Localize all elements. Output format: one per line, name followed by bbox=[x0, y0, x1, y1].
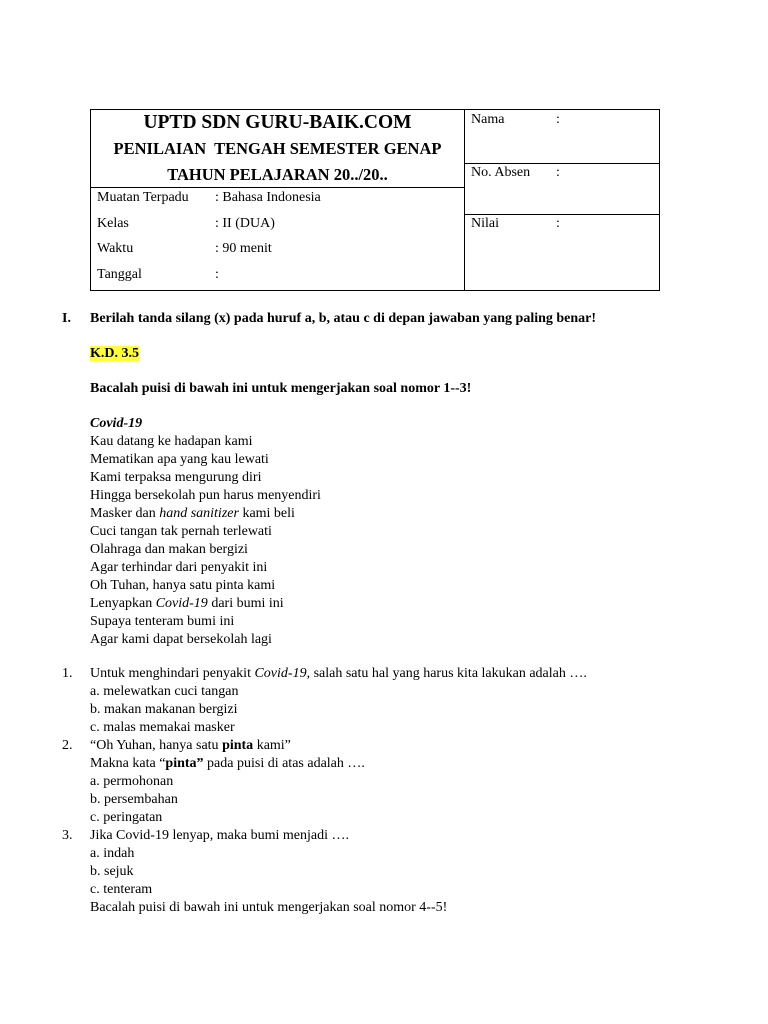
exam-title: PENILAIAN TENGAH SEMESTER GENAP bbox=[113, 139, 442, 158]
info-label: Waktu bbox=[97, 241, 134, 256]
poem-line: Kami terpaksa mengurung diri bbox=[90, 470, 262, 485]
table-divider bbox=[464, 163, 660, 164]
poem-title: Covid-19 bbox=[90, 416, 143, 431]
table-divider bbox=[464, 214, 660, 215]
next-read-instruction: Bacalah puisi di bawah ini untuk mengerjakan soal nomor 4--5! bbox=[90, 900, 448, 915]
question-text: Makna kata “ bbox=[90, 756, 166, 771]
answer-option: c. tenteram bbox=[90, 882, 153, 897]
table-divider bbox=[464, 110, 465, 290]
field-label: No. Absen bbox=[471, 165, 531, 180]
field-label: Nilai bbox=[471, 216, 499, 231]
info-value: : Bahasa Indonesia bbox=[215, 190, 321, 205]
poem-line: Mematikan apa yang kau lewati bbox=[90, 452, 269, 467]
poem-line: Olahraga dan makan bergizi bbox=[90, 542, 248, 557]
info-value: : 90 menit bbox=[215, 241, 272, 256]
school-name: UPTD SDN GURU-BAIK.COM bbox=[143, 112, 412, 133]
question-number: 2. bbox=[62, 738, 73, 753]
question-text: “Oh Yuhan, hanya satu bbox=[90, 738, 223, 753]
poem-line bbox=[90, 595, 284, 613]
answer-option: a. permohonan bbox=[90, 774, 174, 789]
kd-label-wrap bbox=[90, 345, 139, 363]
poem-line: Hingga bersekolah pun harus menyendiri bbox=[90, 488, 321, 503]
question-text: Untuk menghindari penyakit bbox=[90, 666, 255, 681]
answer-option: b. sejuk bbox=[90, 864, 134, 879]
academic-year: TAHUN PELAJARAN 20../20.. bbox=[167, 165, 388, 184]
poem-text: Masker dan bbox=[90, 506, 160, 521]
answer-option: a. indah bbox=[90, 846, 135, 861]
poem-line: Oh Tuhan, hanya satu pinta kami bbox=[90, 578, 276, 593]
poem-text: dari bumi ini bbox=[207, 596, 284, 611]
poem-line: Cuci tangan tak pernah terlewati bbox=[90, 524, 272, 539]
info-value: : II (DUA) bbox=[215, 216, 275, 231]
info-value: : bbox=[215, 267, 219, 282]
header-table bbox=[90, 109, 660, 291]
poem-italic: hand sanitizer bbox=[159, 506, 239, 521]
info-label: Kelas bbox=[97, 216, 129, 231]
poem-line: Supaya tenteram bumi ini bbox=[90, 614, 235, 629]
question-3-text: Jika Covid-19 lenyap, maka bumi menjadi …. bbox=[90, 828, 349, 843]
poem-line: Kau datang ke hadapan kami bbox=[90, 434, 253, 449]
poem-line: Agar terhindar dari penyakit ini bbox=[90, 560, 268, 575]
field-colon: : bbox=[556, 112, 560, 127]
question-bold: pinta bbox=[222, 738, 254, 753]
poem-text: Lenyapkan bbox=[90, 596, 156, 611]
poem-line: Agar kami dapat bersekolah lagi bbox=[90, 632, 272, 647]
question-2-quote bbox=[90, 737, 291, 755]
question-number: 1. bbox=[62, 666, 73, 681]
field-colon: : bbox=[556, 216, 560, 231]
table-divider bbox=[91, 187, 464, 188]
question-number: 3. bbox=[62, 828, 73, 843]
field-label: Nama bbox=[471, 112, 505, 127]
section-instruction: Berilah tanda silang (x) pada huruf a, b, atau c di depan jawaban yang paling benar! bbox=[90, 311, 597, 326]
answer-option: c. malas memakai masker bbox=[90, 720, 235, 735]
poem-line bbox=[90, 505, 295, 523]
kd-label: K.D. 3.5 bbox=[90, 346, 139, 361]
answer-option: a. melewatkan cuci tangan bbox=[90, 684, 239, 699]
question-text: kami” bbox=[253, 738, 291, 753]
question-italic: Covid-19 bbox=[254, 666, 307, 681]
question-1-text bbox=[90, 665, 587, 683]
poem-italic: Covid-19 bbox=[155, 596, 208, 611]
question-2-text bbox=[90, 755, 365, 773]
question-text: , salah satu hal yang harus kita lakukan adalah …. bbox=[306, 666, 587, 681]
info-label: Muatan Terpadu bbox=[97, 190, 189, 205]
answer-option: b. persembahan bbox=[90, 792, 178, 807]
question-bold: pinta” bbox=[165, 756, 204, 771]
question-text: pada puisi di atas adalah …. bbox=[203, 756, 365, 771]
read-instruction: Bacalah puisi di bawah ini untuk mengerjakan soal nomor 1--3! bbox=[90, 381, 472, 396]
answer-option: c. peringatan bbox=[90, 810, 163, 825]
section-numeral: I. bbox=[62, 311, 71, 326]
info-label: Tanggal bbox=[97, 267, 142, 282]
answer-option: b. makan makanan bergizi bbox=[90, 702, 238, 717]
field-colon: : bbox=[556, 165, 560, 180]
poem-text: kami beli bbox=[238, 506, 295, 521]
